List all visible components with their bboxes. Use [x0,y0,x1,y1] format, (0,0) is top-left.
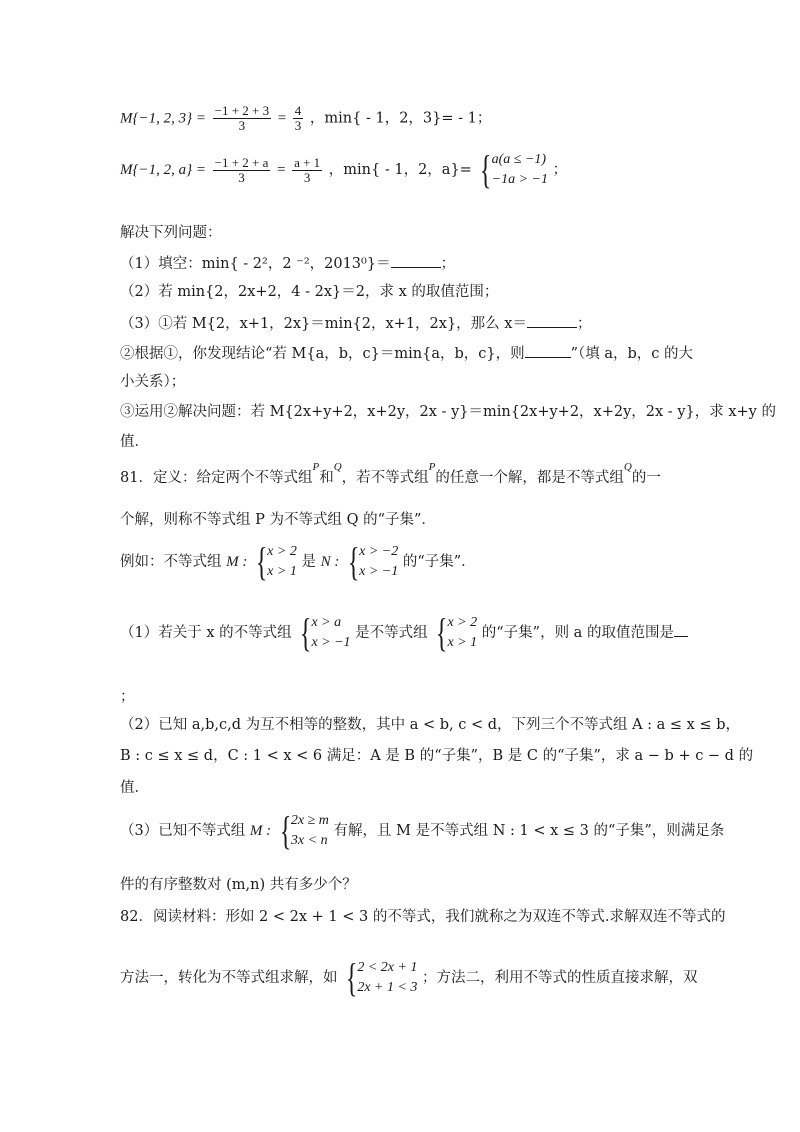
question-3b-cont: 小关系）； [120,374,186,390]
formula-lhs: M{−1, 2, 3} = [120,110,206,127]
system-brace: { x > 2 x > 1 [255,539,297,584]
system-brace: { 2 < 2x + 1 2x + 1 < 3 [345,955,418,1000]
fraction-result: $\frac{4}{3}$ [294,103,302,133]
answer-blank [527,313,577,328]
answer-blank [525,343,571,358]
answer-blank [391,253,441,268]
problem-81-example: 例如：不等式组 M : { x > 2 x > 1 是 N : { x > −2 x > −1 的“子集”． [120,539,476,584]
piecewise-brace: { a(a ≤ −1) −1a > −1 [480,147,548,192]
fraction: $\frac{-1 + 2 + a}{3}$ [214,154,269,185]
formula-line-m-123: M{−1, 2, 3} = $\frac{-1 + 2 + 3}{3}$ = $\frac{4}{3}$ ，min{ - 1，2，3}= - 1； [120,103,492,133]
question-3a: （3）①若 M{2，x+1，2x}＝min{2，x+1，2x}，那么 x＝ ； [120,313,591,333]
fraction-result: $\frac{a + 1}{3}$ [294,154,321,185]
problem-81-sub-1: （1）若关于 x 的不等式组 { x > a x > −1 是不等式组 { x > 2 x > 1 的“子集”，则 a 的取值范围是 [120,613,688,653]
problem-intro: 解决下列问题： [120,225,222,241]
system-brace: { x > −2 x > −1 [347,539,399,584]
fraction: $\frac{-1 + 2 + 3}{3}$ [214,103,270,133]
question-1: （1）填空：min{ - 2²，2 ⁻²，2013⁰}＝ ； [120,253,455,273]
problem-81-sub-2-end: 值． [120,780,149,796]
answer-blank [674,622,688,637]
formula-rest: ，min{ - 1，2，3}= - 1； [309,110,492,127]
question-3c-cont: 值． [120,434,149,450]
question-3b: ②根据①，你发现结论“若 M{a，b，c}＝min{a，b，c}，则 ”（填 a，b，c 的大 [120,343,693,363]
problem-81-sub-3: （3）已知不等式组 M : { 2x ≥ m 3x < n 有解，且 M 是不等式组 N : 1 < x ≤ 3 的“子集”，则满足条 [120,808,725,853]
system-brace: { 2x ≥ m 3x < n [279,808,329,853]
problem-81-sub-2-cont: B : c ≤ x ≤ d，C : 1 < x < 6 满足：A 是 B 的“子集”，B 是 C 的“子集”，求 a − b + c − d 的 [120,748,754,764]
system-brace: { x > 2 x > 1 [436,610,478,655]
system-brace: { x > a x > −1 [300,610,351,655]
problem-82-line-2: 方法一，转化为不等式组求解，如 { 2 < 2x + 1 2x + 1 < 3 ；方法二，利用不等式的性质直接求解，双 [120,955,698,1000]
problem-81-line-1: 81．定义：给定两个不等式组$^P$和$^Q$，若不等式组$^P$的任意一个解，都是不等式组$^Q$的一 [120,461,661,486]
problem-81-line-2: 个解，则称不等式组 P 为不等式组 Q 的“子集”． [120,512,436,528]
problem-81-sub-2: （2）已知 a,b,c,d 为互不相等的整数，其中 a < b, c < d，下列三个不等式组 A : a ≤ x ≤ b， [120,717,741,733]
formula-line-m-12a: M{−1, 2, a} = $\frac{-1 + 2 + a}{3}$ = $\frac{a + 1}{3}$ ，min{ - 1，2，a}= { a(a ≤ −1) −1a > −1 ； [120,147,568,192]
question-3c: ③运用②解决问题：若 M{2x+y+2，x+2y，2x - y}＝min{2x+y+2，x+2y，2x - y}，求 x+y 的 [120,404,776,420]
problem-82-line-1: 82．阅读材料：形如 2 < 2x + 1 < 3 的不等式，我们就称之为双连不等式.求解双连不等式的 [120,909,726,925]
problem-81-sub-3-cont: 件的有序整数对 (m,n) 共有多少个？ [120,877,357,893]
question-2: （2）若 min{2，2x+2，4 - 2x}＝2，求 x 的取值范围； [120,284,499,300]
problem-81-sub-1-end: ； [120,689,135,705]
